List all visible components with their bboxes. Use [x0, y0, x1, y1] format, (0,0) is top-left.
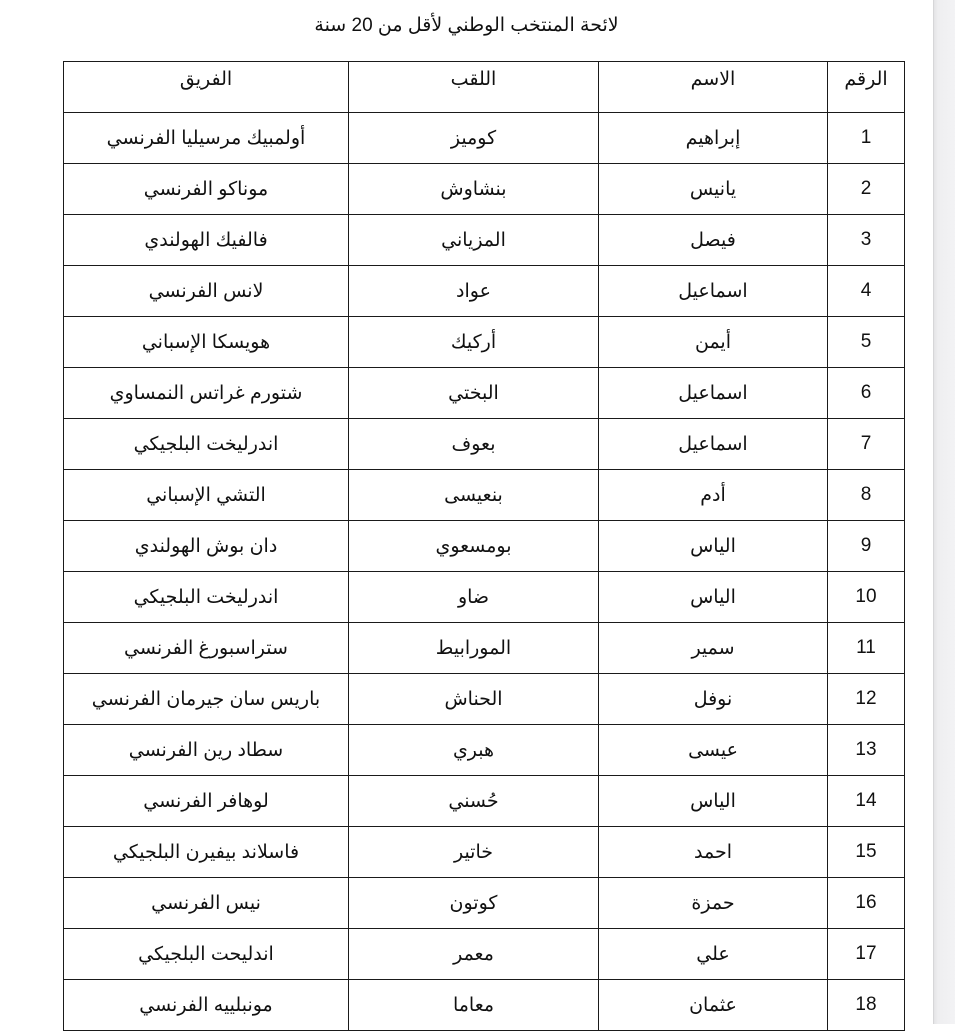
cell-number: 10	[828, 572, 905, 623]
cell-first-name: إبراهيم	[599, 113, 828, 164]
cell-team: أولمبيك مرسيليا الفرنسي	[64, 113, 349, 164]
cell-first-name: يانيس	[599, 164, 828, 215]
table-row	[64, 827, 905, 878]
cell-first-name: أيمن	[599, 317, 828, 368]
cell-surname: بعوف	[349, 419, 599, 470]
table-row	[64, 266, 905, 317]
cell-number: 14	[828, 776, 905, 827]
cell-number: 3	[828, 215, 905, 266]
cell-team: سطاد رين الفرنسي	[64, 725, 349, 776]
cell-number: 9	[828, 521, 905, 572]
table-row	[64, 572, 905, 623]
cell-first-name: سمير	[599, 623, 828, 674]
cell-number: 15	[828, 827, 905, 878]
cell-surname: أركيك	[349, 317, 599, 368]
cell-team: شتورم غراتس النمساوي	[64, 368, 349, 419]
cell-number: 6	[828, 368, 905, 419]
cell-surname: كوتون	[349, 878, 599, 929]
cell-first-name: أدم	[599, 470, 828, 521]
document-title: لائحة المنتخب الوطني لأقل من 20 سنة	[314, 15, 619, 36]
cell-team: فالفيك الهولندي	[64, 215, 349, 266]
cell-surname: خاتير	[349, 827, 599, 878]
cell-surname: بومسعوي	[349, 521, 599, 572]
table-row	[64, 113, 905, 164]
cell-team: مونبلييه الفرنسي	[64, 980, 349, 1031]
header-team: الفريق	[64, 62, 349, 113]
cell-surname: بنشاوش	[349, 164, 599, 215]
cell-number: 13	[828, 725, 905, 776]
header-number: الرقم	[828, 62, 905, 113]
cell-team: نيس الفرنسي	[64, 878, 349, 929]
cell-first-name: الياس	[599, 776, 828, 827]
cell-first-name: اسماعيل	[599, 266, 828, 317]
cell-surname: عواد	[349, 266, 599, 317]
cell-first-name: اسماعيل	[599, 419, 828, 470]
cell-number: 4	[828, 266, 905, 317]
cell-number: 12	[828, 674, 905, 725]
cell-team: دان بوش الهولندي	[64, 521, 349, 572]
cell-team: اندرليخت البلجيكي	[64, 572, 349, 623]
table-row	[64, 215, 905, 266]
cell-surname: المزياني	[349, 215, 599, 266]
cell-first-name: علي	[599, 929, 828, 980]
cell-surname: معمر	[349, 929, 599, 980]
cell-number: 5	[828, 317, 905, 368]
table-row	[64, 980, 905, 1031]
table-row	[64, 776, 905, 827]
cell-number: 16	[828, 878, 905, 929]
cell-surname: معاما	[349, 980, 599, 1031]
header-first-name: الاسم	[599, 62, 828, 113]
cell-first-name: فيصل	[599, 215, 828, 266]
table-row	[64, 929, 905, 980]
cell-surname: الحناش	[349, 674, 599, 725]
cell-first-name: عثمان	[599, 980, 828, 1031]
table-row	[64, 164, 905, 215]
cell-first-name: الياس	[599, 521, 828, 572]
cell-number: 1	[828, 113, 905, 164]
table-row	[64, 725, 905, 776]
cell-team: لوهافر الفرنسي	[64, 776, 349, 827]
cell-first-name: عيسى	[599, 725, 828, 776]
cell-number: 7	[828, 419, 905, 470]
cell-team: اندرليخت البلجيكي	[64, 419, 349, 470]
cell-surname: هبري	[349, 725, 599, 776]
cell-first-name: نوفل	[599, 674, 828, 725]
cell-team: التشي الإسباني	[64, 470, 349, 521]
table-row	[64, 317, 905, 368]
table-body	[64, 113, 905, 1031]
cell-surname: المورابيط	[349, 623, 599, 674]
table-row	[64, 521, 905, 572]
table-row	[64, 878, 905, 929]
table-row	[64, 470, 905, 521]
cell-first-name: حمزة	[599, 878, 828, 929]
header-surname: اللقب	[349, 62, 599, 113]
table-row	[64, 674, 905, 725]
cell-team: ستراسبورغ الفرنسي	[64, 623, 349, 674]
cell-surname: ضاو	[349, 572, 599, 623]
cell-number: 11	[828, 623, 905, 674]
cell-team: هويسكا الإسباني	[64, 317, 349, 368]
cell-number: 2	[828, 164, 905, 215]
cell-first-name: اسماعيل	[599, 368, 828, 419]
table-row	[64, 419, 905, 470]
cell-team: فاسلاند بيفيرن البلجيكي	[64, 827, 349, 878]
table-row	[64, 368, 905, 419]
cell-surname: البختي	[349, 368, 599, 419]
cell-team: اندليحت البلجيكي	[64, 929, 349, 980]
cell-number: 18	[828, 980, 905, 1031]
players-table	[63, 61, 905, 1031]
cell-surname: حُسني	[349, 776, 599, 827]
cell-team: لانس الفرنسي	[64, 266, 349, 317]
table-header-row	[64, 62, 905, 113]
table-row	[64, 623, 905, 674]
cell-team: موناكو الفرنسي	[64, 164, 349, 215]
page-edge	[933, 0, 955, 1024]
cell-first-name: الياس	[599, 572, 828, 623]
cell-surname: كوميز	[349, 113, 599, 164]
cell-team: باريس سان جيرمان الفرنسي	[64, 674, 349, 725]
cell-number: 8	[828, 470, 905, 521]
cell-first-name: احمد	[599, 827, 828, 878]
cell-number: 17	[828, 929, 905, 980]
cell-surname: بنعيسى	[349, 470, 599, 521]
